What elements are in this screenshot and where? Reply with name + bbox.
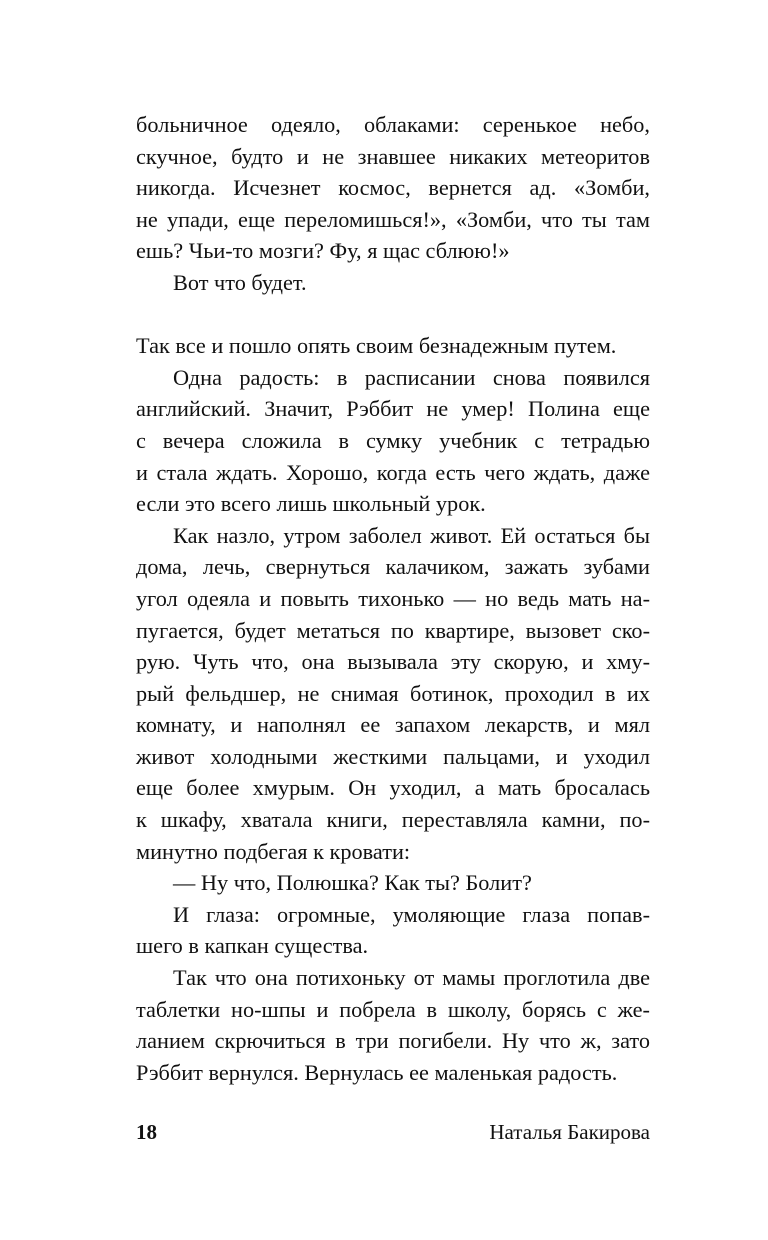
text-line: пугается, будет метаться по квартире, вызовет ско- (136, 617, 650, 643)
text-line: Вот что будет. (173, 269, 307, 295)
text-line: английский. Значит, Рэббит не умер! Полина еще (136, 396, 650, 422)
text-line: если это всего лишь школьный урок. (136, 491, 486, 517)
text-line: с вечера сложила в сумку учебник с тетрадью (136, 427, 650, 453)
text-line: Одна радость: в расписании снова появился (173, 364, 650, 390)
text-line: Так все и пошло опять своим безнадежным путем. (136, 333, 617, 359)
text-line: живот холодными жесткими пальцами, и уходил (136, 743, 650, 769)
text-line: никогда. Исчезнет космос, вернется ад. «Зомби, (136, 175, 650, 201)
text-line: таблетки но-шпы и побрела в школу, борясь с же- (136, 996, 650, 1022)
text-line: минутно подбегая к кровати: (136, 838, 411, 864)
text-line: Рэббит вернулся. Вернулась ее маленькая радость. (136, 1059, 618, 1085)
text-line: ланием скрючиться в три погибели. Ну что ж, зато (136, 1028, 650, 1054)
text-line: рый фельдшер, не снимая ботинок, проходил в их (136, 680, 650, 706)
text-line: угол одеяла и повыть тихонько — но ведь мать на- (136, 585, 650, 611)
page-number: 18 (136, 1120, 157, 1144)
page-text (136, 109, 650, 1088)
text-line: не упади, еще переломишься!», «Зомби, что ты там (136, 206, 650, 232)
text-line: комнату, и наполнял ее запахом лекарств, и мял (136, 712, 650, 738)
text-line: Как назло, утром заболел живот. Ей остаться бы (173, 522, 650, 548)
text-line: дома, лечь, свернуться калачиком, зажать зубами (136, 554, 650, 580)
text-line: ешь? Чьи-то мозги? Фу, я щас сблюю!» (136, 238, 510, 264)
text-line: скучное, будто и не знавшее никаких метеоритов (136, 143, 650, 169)
running-header-author: Наталья Бакирова (489, 1120, 650, 1144)
text-line: рую. Чуть что, она вызывала эту скорую, и хму- (136, 649, 650, 675)
text-line: и стала ждать. Хорошо, когда есть чего ждать, даже (136, 459, 650, 485)
text-line: шего в капкан существа. (136, 933, 369, 959)
text-line: еще более хмурым. Он уходил, а мать бросалась (136, 775, 650, 801)
page-footer (136, 1117, 650, 1147)
text-line: И глаза: огромные, умоляющие глаза попав- (173, 901, 650, 927)
section-break (136, 299, 650, 331)
text-line: к шкафу, хватала книги, переставляла камни, по- (136, 807, 650, 833)
text-line: Так что она потихоньку от мамы проглотила две (173, 965, 650, 991)
text-line: больничное одеяло, облаками: серенькое небо, (136, 112, 650, 137)
text-line: — Ну что, Полюшка? Как ты? Болит? (173, 870, 532, 896)
